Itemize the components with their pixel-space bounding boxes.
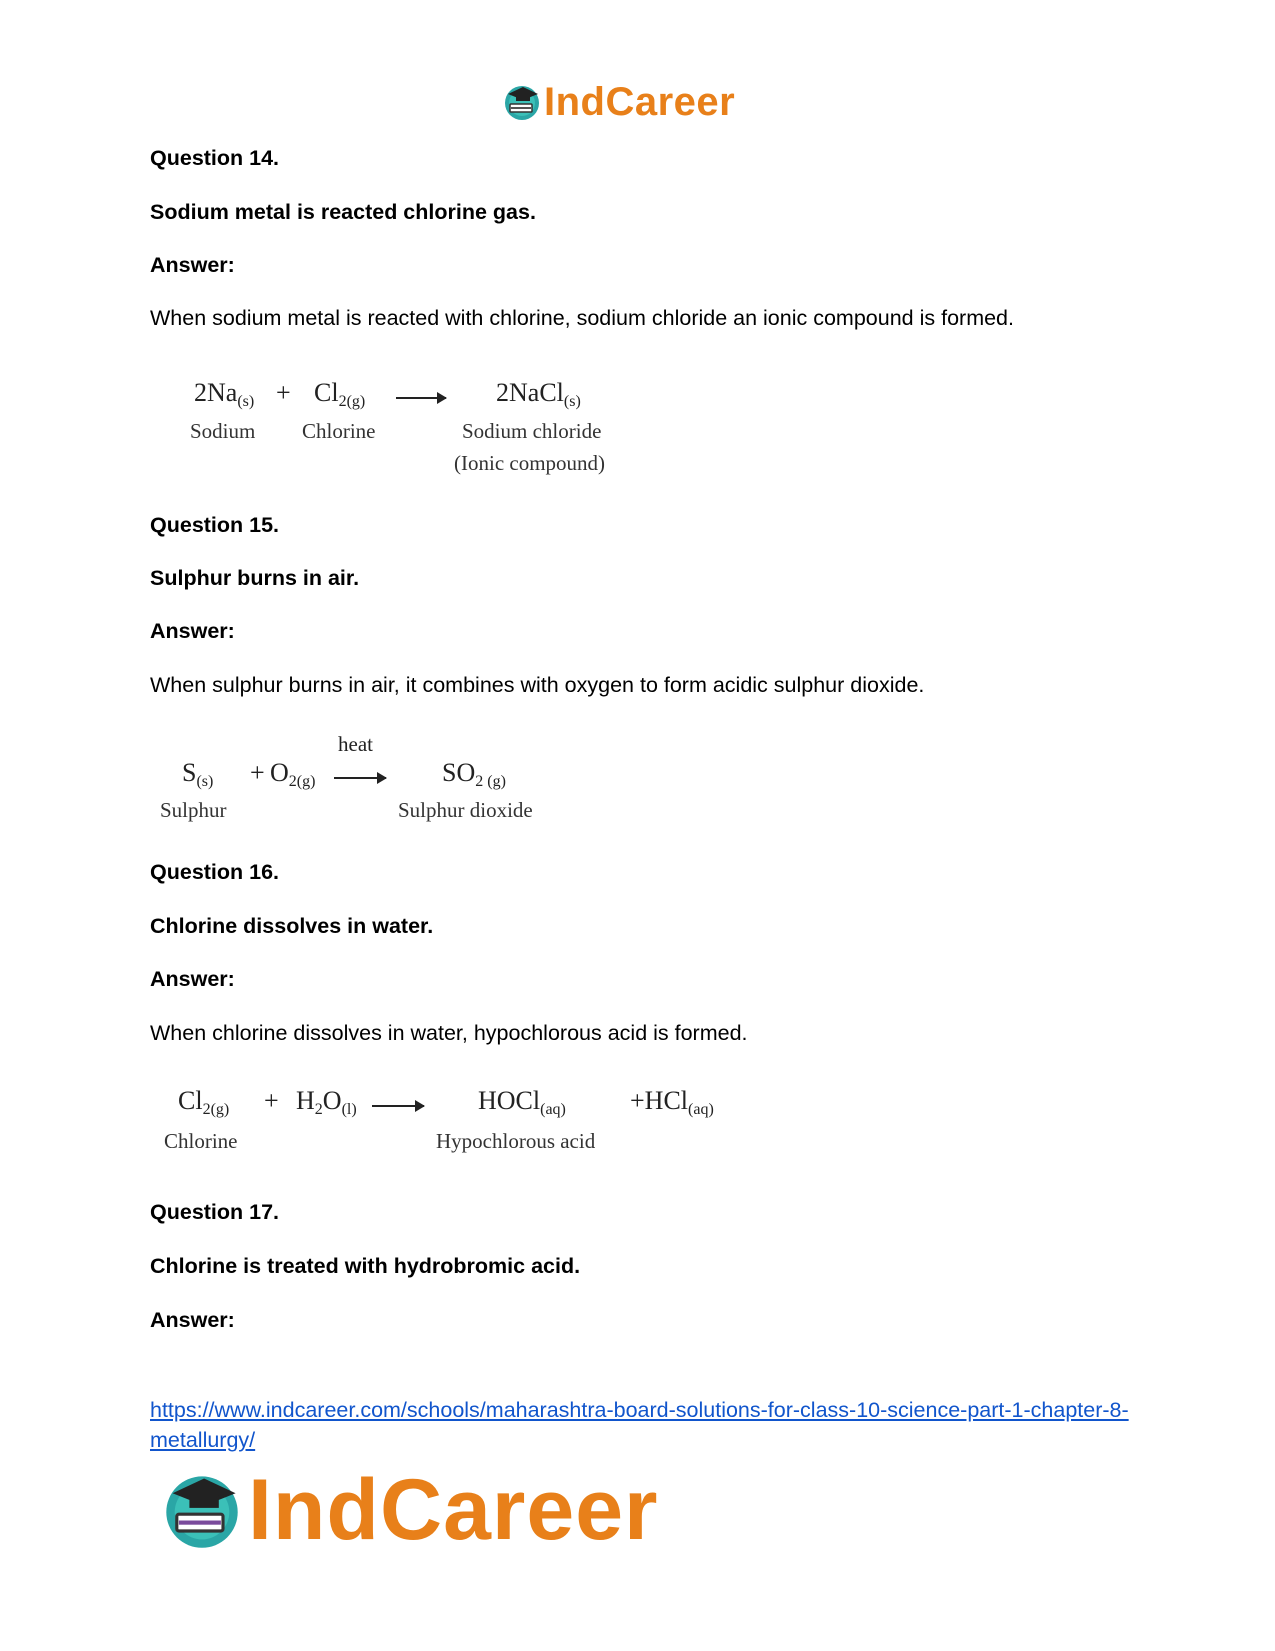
question-number: Question 15. [150, 513, 280, 537]
eq-label: Sodium chloride [462, 419, 602, 443]
question-prompt: Sulphur burns in air. [150, 566, 360, 590]
logo-text: IndCareer [544, 80, 736, 124]
eq-plus: + [250, 758, 265, 787]
brand-logo-footer [160, 1462, 659, 1558]
globe-graduation-cap-icon [160, 1468, 244, 1552]
eq-product: 2NaCl$_{(s)}$ [496, 378, 581, 410]
eq-label: Sodium [190, 419, 256, 443]
question-prompt: Sodium metal is reacted chlorine gas. [150, 200, 536, 224]
reaction-condition: heat [338, 732, 373, 756]
answer-label: Answer: [150, 619, 235, 643]
eq-label: Sulphur dioxide [398, 798, 533, 822]
reaction-arrow [396, 397, 446, 399]
eq-label: Sulphur [160, 798, 227, 822]
globe-graduation-cap-icon [502, 82, 542, 122]
eq-label-note: (Ionic compound) [454, 451, 606, 475]
logo-text: IndCareer [248, 1462, 659, 1558]
eq-label: Hypochlorous acid [436, 1129, 596, 1153]
eq-plus: + [264, 1086, 279, 1115]
reaction-arrow [334, 777, 386, 779]
eq-reactant: $Cl_{2(g)}$ [178, 1086, 230, 1118]
eq-product: HOCl$_{(aq)}$ [478, 1086, 566, 1118]
chemical-equation-q15 [158, 732, 578, 822]
question-prompt: Chlorine is treated with hydrobromic acid. [150, 1254, 581, 1278]
answer-label: Answer: [150, 253, 235, 277]
answer-text: When sulphur burns in air, it combines with oxygen to form acidic sulphur dioxide. [150, 673, 925, 697]
question-prompt: Chlorine dissolves in water. [150, 914, 434, 938]
eq-plus: + [276, 378, 291, 407]
question-number: Question 17. [150, 1200, 280, 1224]
answer-label: Answer: [150, 1308, 235, 1332]
eq-reactant: $2Na_{(s)}$ [194, 378, 255, 410]
answer-text: When chlorine dissolves in water, hypochlorous acid is formed. [150, 1021, 748, 1045]
chemical-equation-q14 [190, 372, 670, 482]
reaction-arrow [372, 1105, 424, 1107]
eq-label: Chlorine [164, 1129, 238, 1153]
brand-logo-header [502, 80, 735, 124]
eq-product: +HCl$_{(aq)}$ [630, 1086, 714, 1118]
eq-reactant: $S_{(s)}$ [182, 758, 214, 790]
eq-reactant: $H_2O_{(l)}$ [296, 1086, 357, 1118]
source-link[interactable]: https://www.indcareer.com/schools/maharashtra-board-solutions-for-class-10-science-part-1-chapter-8-metallurgy/ [150, 1398, 1129, 1452]
answer-label: Answer: [150, 967, 235, 991]
eq-reactant: $Cl_{2(g)}$ [314, 378, 366, 410]
eq-reactant: $O_{2(g)}$ [270, 758, 316, 790]
answer-text: When sodium metal is reacted with chlorine, sodium chloride an ionic compound is formed. [150, 306, 1014, 330]
question-number: Question 14. [150, 146, 280, 170]
chemical-equation-q16 [160, 1080, 760, 1170]
question-number: Question 16. [150, 860, 280, 884]
eq-label: Chlorine [302, 419, 376, 443]
eq-product: $SO_{2 (g)}$ [442, 758, 506, 790]
